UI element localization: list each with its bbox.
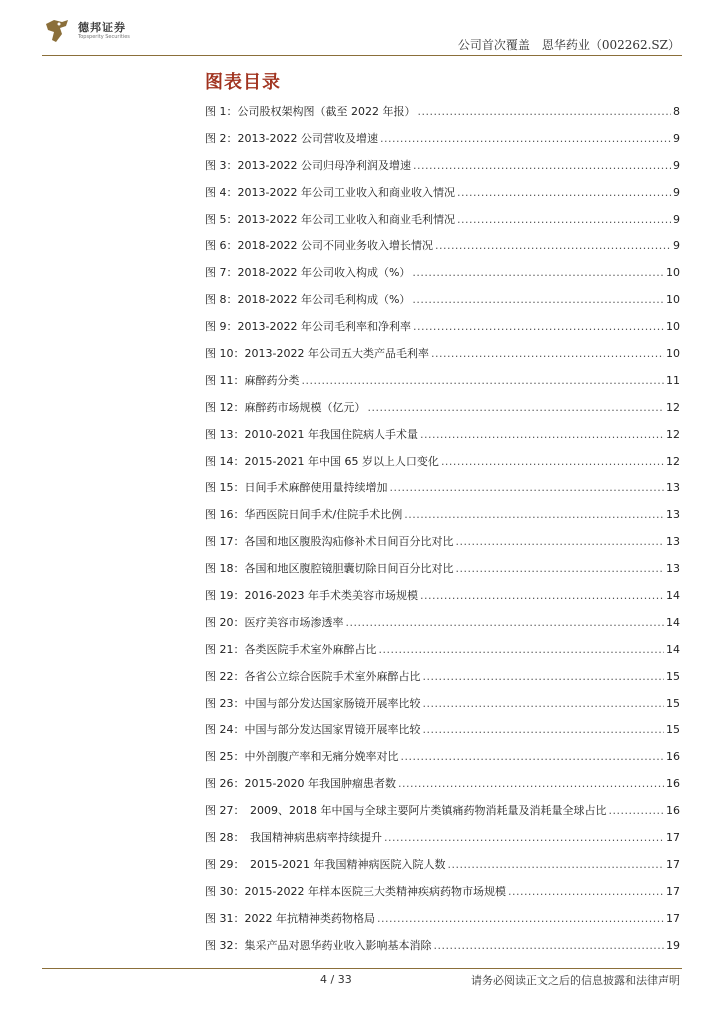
toc-entry-page: 12 xyxy=(666,427,680,441)
toc-entry-label: 图 19：2016-2023 年手术类美容市场规模 xyxy=(205,589,418,603)
toc-entry-page: 9 xyxy=(673,131,680,145)
toc-entry-label: 图 21：各类医院手术室外麻醉占比 xyxy=(205,642,377,656)
toc-entry-page: 14 xyxy=(666,589,680,603)
toc-entry[interactable] xyxy=(205,318,680,345)
toc-entry-page: 16 xyxy=(666,750,680,764)
toc-entry-page: 9 xyxy=(673,212,680,226)
toc-entry-label: 图 24：中国与部分发达国家胃镜开展率比较 xyxy=(205,723,421,737)
toc-leader-dots xyxy=(423,697,665,710)
toc-entry-label: 图 22：各省公立综合医院手术室外麻醉占比 xyxy=(205,669,421,683)
toc-entry-label: 图 5：2013-2022 年公司工业收入和商业毛利情况 xyxy=(205,212,455,226)
toc-leader-dots xyxy=(380,132,671,145)
toc-entry[interactable] xyxy=(205,937,680,964)
toc-entry-label: 图 27： 2009、2018 年中国与全球主要阿片类镇痛药物消耗量及消耗量全球占比 xyxy=(205,804,607,818)
toc-leader-dots xyxy=(457,186,671,199)
toc-leader-dots xyxy=(420,428,664,441)
toc-leader-dots xyxy=(404,508,664,521)
toc-entry[interactable] xyxy=(205,721,680,748)
toc-entry[interactable] xyxy=(205,157,680,184)
toc-entry[interactable] xyxy=(205,668,680,695)
toc-leader-dots xyxy=(412,293,664,306)
toc-leader-dots xyxy=(456,562,665,575)
toc-entry-label: 图 31：2022 年抗精神类药物格局 xyxy=(205,911,375,925)
toc-entry-page: 17 xyxy=(666,857,680,871)
toc-entry-label: 图 20：医疗美容市场渗透率 xyxy=(205,615,344,629)
toc-entry-label: 图 8：2018-2022 年公司毛利构成（%） xyxy=(205,293,411,307)
toc-entry[interactable] xyxy=(205,695,680,722)
toc-entry-page: 17 xyxy=(666,911,680,925)
toc-entry[interactable] xyxy=(205,802,680,829)
toc-entry[interactable] xyxy=(205,506,680,533)
toc-entry-page: 10 xyxy=(666,266,680,280)
legal-disclaimer: 请务必阅读正文之后的信息披露和法律声明 xyxy=(471,974,680,987)
toc-heading: 图表目录 xyxy=(205,72,281,93)
toc-entry-page: 12 xyxy=(666,454,680,468)
toc-entry-label: 图 30：2015-2022 年样本医院三大类精神疾病药物市场规模 xyxy=(205,884,506,898)
brand-logo-icon xyxy=(42,16,72,46)
toc-leader-dots xyxy=(431,347,664,360)
toc-entry-page: 13 xyxy=(666,508,680,522)
toc-leader-dots xyxy=(434,939,665,952)
toc-entry[interactable] xyxy=(205,775,680,802)
toc-entry-page: 9 xyxy=(673,239,680,253)
toc-entry[interactable] xyxy=(205,291,680,318)
toc-leader-dots xyxy=(417,105,671,118)
toc-entry-page: 14 xyxy=(666,642,680,656)
toc-entry[interactable] xyxy=(205,453,680,480)
toc-entry-label: 图 15：日间手术麻醉使用量持续增加 xyxy=(205,481,388,495)
toc-entry[interactable] xyxy=(205,560,680,587)
toc-entry-page: 15 xyxy=(666,696,680,710)
toc-leader-dots xyxy=(423,723,665,736)
toc-entry[interactable] xyxy=(205,103,680,130)
toc-entry-page: 16 xyxy=(666,777,680,791)
toc-entry-label: 图 28： 我国精神病患病率持续提升 xyxy=(205,831,382,845)
toc-leader-dots xyxy=(508,885,664,898)
toc-entry-page: 9 xyxy=(673,158,680,172)
toc-entry-page: 11 xyxy=(666,373,680,387)
page-header xyxy=(0,0,724,60)
header-divider xyxy=(42,55,682,56)
toc-entry-page: 10 xyxy=(666,293,680,307)
toc-entry-label: 图 12：麻醉药市场规模（亿元） xyxy=(205,400,366,414)
toc-entry-page: 14 xyxy=(666,615,680,629)
toc-entry-page: 13 xyxy=(666,481,680,495)
toc-leader-dots xyxy=(398,777,664,790)
toc-leader-dots xyxy=(390,481,665,494)
page-number: 4 / 33 xyxy=(320,973,352,986)
toc-leader-dots xyxy=(368,401,665,414)
toc-entry[interactable] xyxy=(205,372,680,399)
toc-entry-label: 图 17：各国和地区腹股沟疝修补术日间百分比对比 xyxy=(205,535,454,549)
brand-subtitle: Topsperity Securities xyxy=(78,34,130,40)
toc-entry[interactable] xyxy=(205,883,680,910)
toc-entry-page: 12 xyxy=(666,400,680,414)
toc-entry[interactable] xyxy=(205,345,680,372)
toc-entry[interactable] xyxy=(205,479,680,506)
toc-entry[interactable] xyxy=(205,856,680,883)
toc-entry-label: 图 4：2013-2022 年公司工业收入和商业收入情况 xyxy=(205,185,455,199)
toc-entry-label: 图 14：2015-2021 年中国 65 岁以上人口变化 xyxy=(205,454,439,468)
toc-entry-label: 图 7：2018-2022 年公司收入构成（%） xyxy=(205,266,411,280)
toc-entry-page: 15 xyxy=(666,723,680,737)
toc-entry[interactable] xyxy=(205,184,680,211)
toc-entry-label: 图 25：中外剖腹产率和无痛分娩率对比 xyxy=(205,750,399,764)
toc-leader-dots xyxy=(447,858,664,871)
toc-entry-page: 8 xyxy=(673,105,680,118)
toc-leader-dots xyxy=(377,912,664,925)
brand-text xyxy=(78,22,130,40)
toc-leader-dots xyxy=(457,213,671,226)
toc-entry[interactable] xyxy=(205,211,680,238)
toc-leader-dots xyxy=(456,535,665,548)
toc-entry-label: 图 3：2013-2022 公司归母净利润及增速 xyxy=(205,158,411,172)
toc-entry-page: 15 xyxy=(666,669,680,683)
toc-entry-page: 17 xyxy=(666,831,680,845)
toc-entry-page: 13 xyxy=(666,562,680,576)
toc-entry-label: 图 11：麻醉药分类 xyxy=(205,373,300,387)
toc-entry[interactable] xyxy=(205,829,680,856)
toc-leader-dots xyxy=(420,589,664,602)
toc-entry-page: 19 xyxy=(666,938,680,952)
toc-entry[interactable] xyxy=(205,587,680,614)
toc-entry[interactable] xyxy=(205,237,680,264)
toc-leader-dots xyxy=(441,455,664,468)
toc-leader-dots xyxy=(435,239,671,252)
toc-entry-page: 9 xyxy=(673,185,680,199)
toc-leader-dots xyxy=(608,804,664,817)
toc-entry-label: 图 23：中国与部分发达国家肠镜开展率比较 xyxy=(205,696,421,710)
toc-entry[interactable] xyxy=(205,910,680,937)
toc-entry-label: 图 1：公司股权架构图（截至 2022 年报） xyxy=(205,105,416,118)
toc-leader-dots xyxy=(412,266,664,279)
report-title: 公司首次覆盖 恩华药业（002262.SZ） xyxy=(457,38,680,52)
toc-entry[interactable] xyxy=(205,130,680,157)
toc-entry[interactable] xyxy=(205,748,680,775)
toc-entry-label: 图 32：集采产品对恩华药业收入影响基本消除 xyxy=(205,938,432,952)
toc-entry-label: 图 18：各国和地区腹腔镜胆囊切除日间百分比对比 xyxy=(205,562,454,576)
toc-entry-page: 10 xyxy=(666,320,680,334)
toc-leader-dots xyxy=(384,831,664,844)
toc-entry-label: 图 29： 2015-2021 年我国精神病医院入院人数 xyxy=(205,857,446,871)
brand-logo xyxy=(42,16,130,46)
toc-entry[interactable] xyxy=(205,426,680,453)
toc-leader-dots xyxy=(413,320,664,333)
toc-leader-dots xyxy=(379,643,665,656)
toc-entry-page: 10 xyxy=(666,347,680,361)
toc-entry-label: 图 9：2013-2022 年公司毛利率和净利率 xyxy=(205,320,411,334)
toc-leader-dots xyxy=(413,159,671,172)
toc-leader-dots xyxy=(346,616,665,629)
toc-entry[interactable] xyxy=(205,614,680,641)
toc-leader-dots xyxy=(302,374,665,387)
toc-entry-label: 图 26：2015-2020 年我国肿瘤患者数 xyxy=(205,777,396,791)
toc-entry-page: 16 xyxy=(666,804,680,818)
toc-entry-label: 图 6：2018-2022 公司不同业务收入增长情况 xyxy=(205,239,433,253)
brand-name: 德邦证券 xyxy=(78,21,126,34)
toc-entry[interactable] xyxy=(205,399,680,426)
toc-list xyxy=(205,103,680,964)
toc-entry-label: 图 16：华西医院日间手术/住院手术比例 xyxy=(205,508,403,522)
toc-entry-label: 图 2：2013-2022 公司营收及增速 xyxy=(205,131,378,145)
toc-entry[interactable] xyxy=(205,641,680,668)
footer-divider xyxy=(42,968,682,969)
toc-entry[interactable] xyxy=(205,264,680,291)
toc-entry-page: 13 xyxy=(666,535,680,549)
toc-entry[interactable] xyxy=(205,533,680,560)
toc-entry-page: 17 xyxy=(666,884,680,898)
toc-entry-label: 图 10：2013-2022 年公司五大类产品毛利率 xyxy=(205,347,429,361)
toc-leader-dots xyxy=(423,670,665,683)
toc-entry-label: 图 13：2010-2021 年我国住院病人手术量 xyxy=(205,427,418,441)
toc-leader-dots xyxy=(401,750,665,763)
